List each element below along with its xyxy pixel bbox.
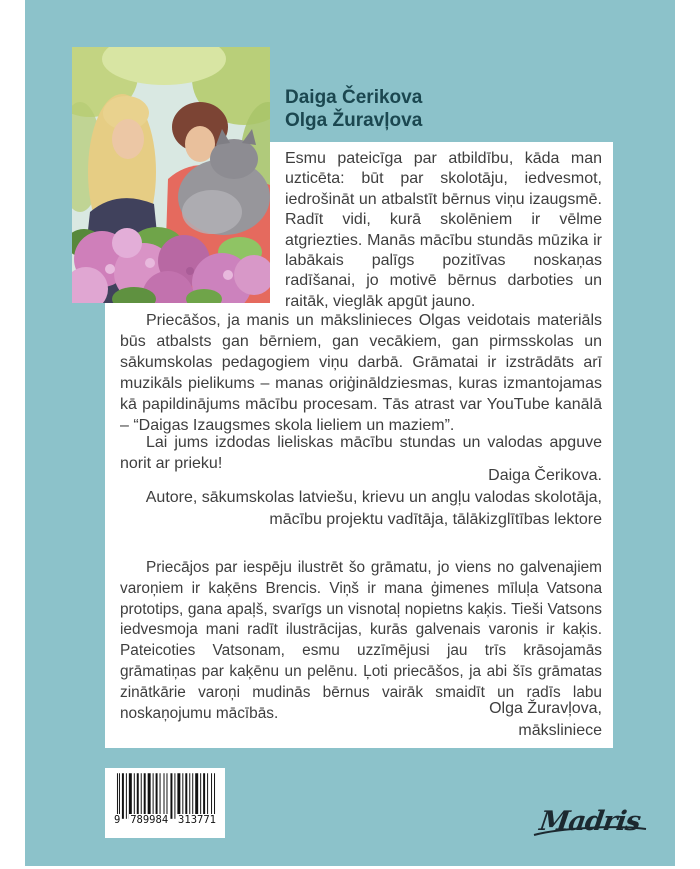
illustrator-paragraph: Priecājos par iespēju ilustrēt šo grāmatu, jo viens no galvenajiem varoņiem ir kaķēns Brencis. Viņš ir mana ģimenes mīluļa Vatsona prototips, gana apaļš, svarīgs un visnotaļ nopietns kaķis. Tieši Vatsons iedvesmoja mani radīt ilustrācijas, kurās galvenais varonis ir kaķis. Pateicoties Vatsonam, esmu uzzīmējusi jau trīs krāsojamās grāmatiņas par kaķēnu un pelēnu. Ļoti priecāšos, ja abi šīs grāmatas zinātkārie varoņi mudinās bērnus vairāk smaidīt un radīs labu noskaņojumu mācībās. xyxy=(120,559,602,722)
author-paragraph-2: Priecāšos, ja manis un mākslinieces Olgas veidotais materiāls būs atbalsts gan bērniem, gan vecākiem, gan pirmsskolas un sākumskolas pedagogiem viņu darbā. Grāmatai ir izstrādāts arī muzikāls pielikums – manas oriģināldziesmas, kuras izmantojamas kā papildinājums mācību procesam. Tās atrast var YouTube kanālā – “Daigas Izaugsmes skola lieliem un maziem”. xyxy=(120,312,602,434)
author-paragraph-3: Lai jums izdodas lieliskas mācību stundas un valodas apguve norit ar prieku! xyxy=(120,434,602,472)
author-signature-block xyxy=(120,465,602,531)
author-name-1: Daiga Čerikova xyxy=(285,87,423,108)
publisher-logo-graphic xyxy=(530,792,652,852)
author-signature-role-1: Autore, sākumskolas latviešu, krievu un angļu valodas skolotāja, xyxy=(145,489,602,506)
isbn-digit-group-2: 313771 xyxy=(178,814,216,826)
illustrator-signature-name: Olga Žuravļova, xyxy=(489,700,602,717)
authors-photo xyxy=(72,47,270,303)
author-names xyxy=(285,86,422,132)
authors-photo-graphic xyxy=(72,47,270,303)
isbn-barcode xyxy=(105,768,225,838)
publisher-logo xyxy=(530,792,652,852)
publisher-logo-text: Madris xyxy=(537,806,642,837)
isbn-digits xyxy=(113,814,217,826)
author-signature-name: Daiga Čerikova. xyxy=(488,467,602,484)
author-paragraph-1: Esmu pateicīga par atbildību, kāda man uzticēta: būt par skolotāju, iedvesmot, iedrošināt un atbalstīt bērnus viņu izaugsmē. Radīt vidi, kurā skolēniem ir vēlme atgriezties. Manās mācību stundās mūzika ir labākais palīgs pozitīvas noskaņas radīšanai, jo motivē bērnus darboties un raitāk, vieglāk apgūt jauno. xyxy=(285,150,602,310)
author-signature-role-2: mācību projektu vadītāja, tālākizglītības lektore xyxy=(269,511,602,528)
isbn-digit-lead: 9 xyxy=(114,814,121,826)
isbn-digit-group-1: 789984 xyxy=(130,814,169,826)
illustrator-signature-role: māksliniece xyxy=(518,722,602,739)
illustrator-signature-block xyxy=(120,698,602,742)
author-name-2: Olga Žuravļova xyxy=(285,110,423,131)
